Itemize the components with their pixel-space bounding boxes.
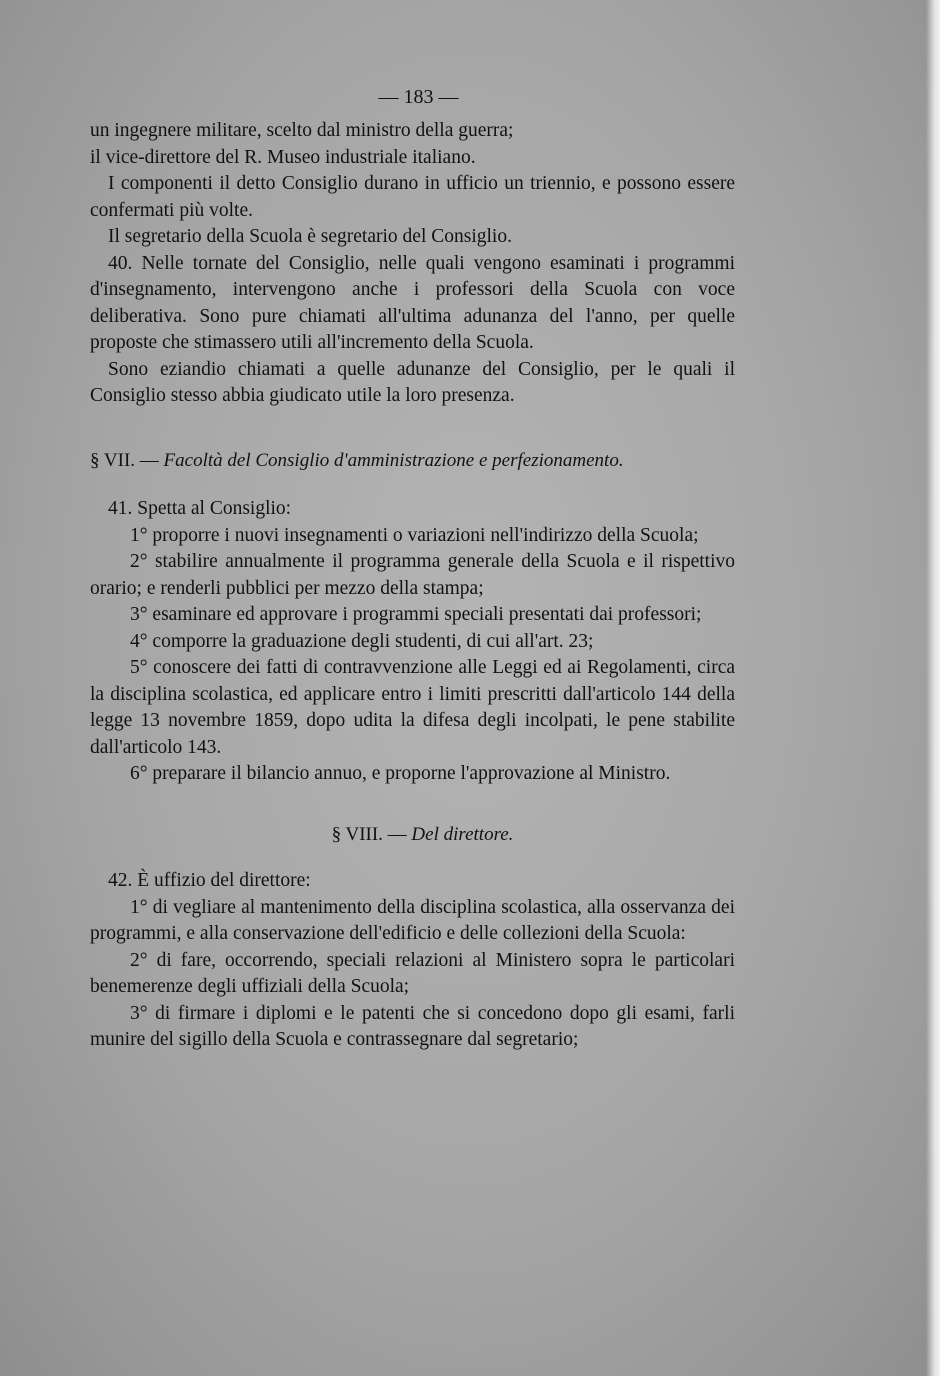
- paragraph: il vice-direttore del R. Museo industriale italiano.: [90, 146, 476, 168]
- paragraph-article-40: 40. Nelle tornate del Consiglio, nelle quali vengono esaminati i programmi d'insegnamento, intervengono anche i professori della Scuola con voce deliberativa. Sono pure chiamati all'ultima adunanza del l'anno, per quelle proposte che stimassero utili all'incremento della Scuola.: [90, 252, 735, 353]
- list-item: 1° di vegliare al mantenimento della disciplina scolastica, alla osservanza dei programmi, e alla conservazione dell'edificio e delle collezioni della Scuola:: [90, 896, 735, 944]
- list-item: 3° di firmare i diplomi e le patenti che si concedono dopo gli esami, farli munire del sigillo della Scuola e contrassegnare dal segretario;: [90, 1002, 735, 1050]
- section-heading-vii: [90, 410, 735, 497]
- list-item: 6° preparare il bilancio annuo, e proporne l'approvazione al Ministro.: [130, 763, 671, 784]
- section-dash: —: [139, 449, 159, 471]
- section-dash: —: [387, 823, 407, 845]
- list-item: 2° stabilire annualmente il programma generale della Scuola e il rispettivo orario; e renderli pubblici per mezzo della stampa;: [90, 551, 735, 599]
- list-item: 1° proporre i nuovi insegnamenti o variazioni nell'indirizzo della Scuola;: [130, 524, 699, 546]
- list-item: 4° comporre la graduazione degli studenti, di cui all'art. 23;: [130, 630, 594, 652]
- page-edge: [926, 0, 940, 1376]
- list-item: 2° di fare, occorrendo, speciali relazioni al Ministero sopra le particolari benemerenze degli uffiziali della Scuola;: [90, 949, 735, 997]
- section-title: Facoltà del Consiglio d'amministrazione e perfezionamento.: [163, 449, 624, 471]
- section-heading-viii: [90, 788, 735, 869]
- paragraph: I componenti il detto Consiglio durano in ufficio un triennio, e possono essere confermati più volte.: [90, 173, 735, 221]
- section-title: Del direttore.: [411, 823, 514, 845]
- list-item: 3° esaminare ed approvare i programmi speciali presentati dai professori;: [130, 604, 702, 625]
- paragraph: Sono eziandio chiamati a quelle adunanze del Consiglio, per le quali il Consiglio stesso abbia giudicato utile la loro presenza.: [90, 358, 735, 406]
- list-item: 5° conoscere dei fatti di contravvenzione alle Leggi ed ai Regolamenti, circa la disciplina scolastica, ed applicare entro i limiti prescritti dall'articolo 144 della legge 13 novembre 1859, dopo udita la difesa degli incolpati, le pene stabilite dall'articolo 143.: [90, 657, 735, 758]
- document-body: [90, 0, 735, 1054]
- paragraph-article-42: 42. È uffizio del direttore:: [108, 870, 311, 891]
- paragraph: un ingegnere militare, scelto dal ministro della guerra;: [90, 120, 514, 141]
- paragraph: Il segretario della Scuola è segretario del Consiglio.: [108, 226, 512, 247]
- section-mark: § VII.: [90, 449, 136, 471]
- section-mark: § VIII.: [331, 823, 383, 845]
- paragraph-article-41: 41. Spetta al Consiglio:: [108, 498, 292, 519]
- page-number: — 183 —: [378, 86, 459, 108]
